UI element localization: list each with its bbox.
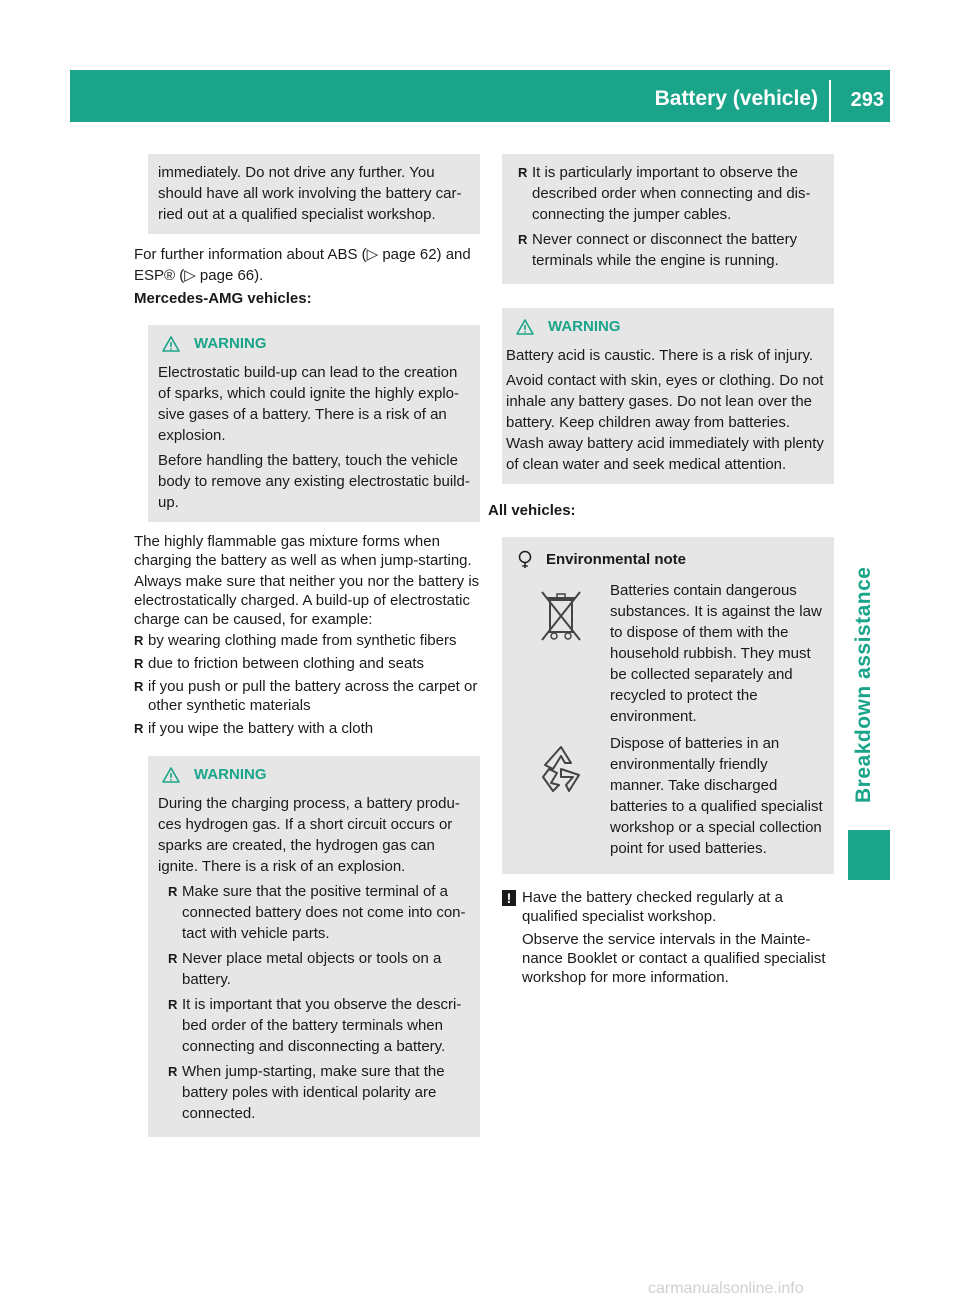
page-header <box>70 70 890 122</box>
list-item: R Never connect or disconnect the battery terminals while the engine is running. <box>518 229 824 271</box>
warning-text: Electrostatic build-up can lead to the creation of sparks, which could ignite the highly explosive gases of a battery. There is a risk of an explosion. <box>158 364 460 444</box>
list-item: R if you push or pull the battery across the carpet or other synthetic materials <box>134 677 480 715</box>
warning-box-electrostatic <box>148 325 480 522</box>
warning-triangle-icon <box>162 336 180 352</box>
recycling-row <box>512 733 824 859</box>
warning-text: Before handling the battery, touch the vehicle body to remove any existing electrostatic build-up. <box>158 452 470 511</box>
note-block <box>502 888 834 987</box>
warning-list <box>168 881 470 1124</box>
list-item: R due to friction between clothing and seats <box>134 654 480 673</box>
recycling-icon <box>531 739 591 799</box>
paragraph: The highly flammable gas mixture forms when charging the battery as well as when jump-starting. <box>134 533 472 569</box>
warning-list <box>518 162 824 271</box>
warning-triangle-icon <box>516 319 534 335</box>
list-item: R Make sure that the positive terminal of a connected battery does not come into contact with vehicle parts. <box>168 881 470 944</box>
warning-continuation-box <box>148 154 480 234</box>
all-vehicles-heading: All vehicles: <box>488 502 576 519</box>
page-number: 293 <box>850 89 884 111</box>
cause-list <box>134 631 480 738</box>
warning-header <box>158 764 470 785</box>
list-item: R by wearing clothing made from synthetic fibers <box>134 631 480 650</box>
left-column <box>134 154 480 1147</box>
warning-title: WARNING <box>194 766 267 783</box>
warning-title: WARNING <box>548 318 621 335</box>
warning-header <box>512 316 824 337</box>
warning-triangle-icon <box>162 767 180 783</box>
paragraph: Always make sure that neither you nor the battery is electrostatically charged. A build-up of electrostatic charge can be caused, for example: <box>134 573 480 628</box>
recycling-text: Dispose of batteries in an environmentally friendly manner. Take discharged batteries to a qualified specialist workshop or a special collection point for used batteries. <box>610 735 823 857</box>
side-tab-marker <box>848 830 890 880</box>
abs-info-text: For further information about ABS (▷ page 62) and ESP® (▷ page 66). <box>134 246 471 284</box>
right-column <box>488 154 834 987</box>
warning-text: During the charging process, a battery produces hydrogen gas. If a short circuit occurs or sparks are created, the hydrogen gas can ignite. There is a risk of an explosion. <box>158 795 460 875</box>
list-item: R When jump-starting, make sure that the battery poles with identical polarity are connected. <box>168 1061 470 1124</box>
list-item: R It is important that you observe the described order of the battery terminals when connecting and disconnecting a battery. <box>168 994 470 1057</box>
list-item: R if you wipe the battery with a cloth <box>134 719 480 738</box>
note-text: Observe the service intervals in the Maintenance Booklet or contact a qualified specialist workshop for more information. <box>522 931 826 986</box>
lightbulb-icon <box>516 550 534 570</box>
charging-info-block <box>134 532 480 738</box>
warning-continuation-text: immediately. Do not drive any further. You should have all work involving the battery carried out at a qualified specialist workshop. <box>158 164 462 223</box>
crossed-bin-icon <box>536 586 586 646</box>
exclamation-icon: ! <box>502 890 516 906</box>
header-separator <box>829 80 831 122</box>
footer-watermark: carmanualsonline.info <box>648 1280 804 1297</box>
environmental-note-header <box>512 549 824 570</box>
list-item: R It is particularly important to observe the described order when connecting and disconnecting the jumper cables. <box>518 162 824 225</box>
abs-info-block <box>134 244 480 309</box>
all-vehicles-block <box>488 500 834 521</box>
warning-text: Battery acid is caustic. There is a risk of injury. <box>506 347 814 364</box>
disposal-text: Batteries contain dangerous substances. It is against the law to dispose of them with the household rubbish. They must be collected separately and recycled to protect the environment. <box>610 582 822 725</box>
warning-box-acid <box>502 308 834 484</box>
disposal-row <box>512 580 824 727</box>
environmental-note-box <box>502 537 834 874</box>
warning-continuation-box <box>502 154 834 284</box>
amg-heading: Mercedes-AMG vehicles: <box>134 290 312 307</box>
environmental-note-title: Environmental note <box>546 551 687 568</box>
note-text: Have the battery checked regularly at a qualified specialist workshop. <box>522 889 783 925</box>
warning-title: WARNING <box>194 335 267 352</box>
warning-box-hydrogen <box>148 756 480 1137</box>
warning-text: Avoid contact with skin, eyes or clothing. Do not inhale any battery gases. Do not lean over the battery. Keep children away from batteries. Wash away battery acid immediately with plenty of clean water and seek medical attention. <box>506 372 824 473</box>
side-tab-label: Breakdown assistance <box>852 566 875 804</box>
warning-header <box>158 333 470 354</box>
section-title: Battery (vehicle) <box>654 87 818 110</box>
list-item: R Never place metal objects or tools on a battery. <box>168 948 470 990</box>
